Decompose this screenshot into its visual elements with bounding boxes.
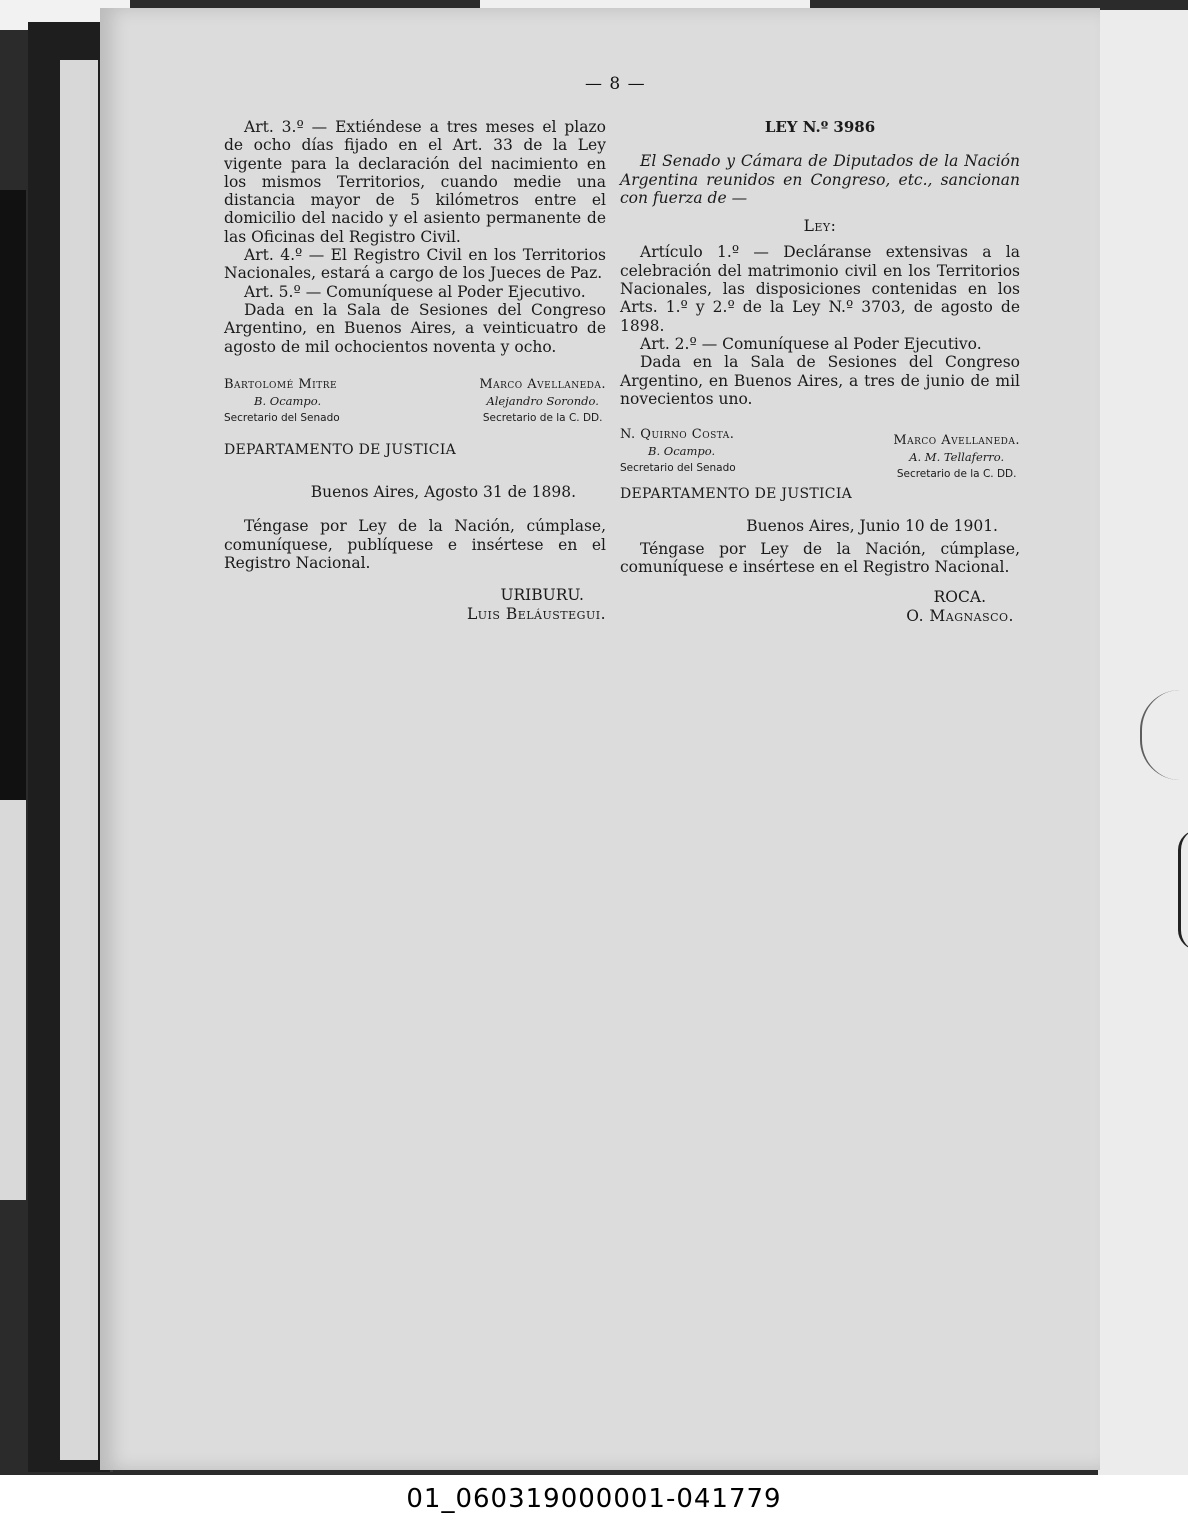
secretary-title: Secretario del Senado	[620, 462, 736, 475]
archive-code: 01_060319000001-041779	[0, 1475, 1188, 1525]
law-preamble: El Senado y Cámara de Diputados de la Nación Argentina reunidos en Congreso, etc., sancionan con fuerza de —	[620, 152, 1020, 207]
department-heading: DEPARTAMENTO DE JUSTICIA	[224, 441, 457, 458]
scan-edge	[0, 800, 26, 1200]
law-heading: Ley:	[803, 217, 837, 236]
secretary-name: A. M. Tellaferro.	[909, 450, 1005, 465]
secretary-title: Secretario de la C. DD.	[896, 468, 1017, 481]
signature-chamber	[893, 432, 1020, 483]
law-title: LEY N.º 3986	[764, 118, 876, 136]
signer-name: Marco Avellaneda.	[893, 433, 1020, 449]
signatures	[224, 376, 606, 427]
signer-name: Marco Avellaneda.	[479, 376, 606, 392]
handwriting-mark	[1178, 830, 1188, 950]
decree-text: Téngase por Ley de la Nación, cúmplase, comuníquese e insértese en el Registro Nacional.	[620, 539, 1020, 577]
department-heading: DEPARTAMENTO DE JUSTICIA	[620, 486, 853, 503]
enactment-text: Dada en la Sala de Sesiones del Congreso Argentino, en Buenos Aires, a tres de junio de mil novecientos uno.	[620, 353, 1020, 408]
signer-name: Bartolomé Mitre	[224, 376, 338, 392]
article-1: Artículo 1.º — Decláranse extensivas a la celebración del matrimonio civil en los Territorios Nacionales, las disposiciones contenidas en los Arts. 1.º y 2.º de la Ley N.º 3703, de agosto de 1898.	[620, 243, 1020, 335]
signer-name: N. Quirno Costa.	[620, 427, 735, 443]
signature-chamber	[479, 376, 606, 427]
decree-date: Buenos Aires, Agosto 31 de 1898.	[310, 483, 576, 502]
article-4: Art. 4.º — El Registro Civil en los Territorios Nacionales, estará a cargo de los Jueces de Paz.	[224, 246, 606, 283]
article-5: Art. 5.º — Comuníquese al Poder Ejecutivo.	[244, 282, 586, 301]
secretary-name: B. Ocampo.	[648, 444, 716, 459]
enactment-text: Dada en la Sala de Sesiones del Congreso Argentino, en Buenos Aires, a veinticuatro de agosto de mil ochocientos noventa y ocho.	[224, 300, 606, 356]
article-3: Art. 3.º — Extiéndese a tres meses el plazo de ocho días fijado en el Art. 33 de la Ley vigente para la declaración del nacimiento en los mismos Territorios, cuando medie una distancia mayor de 5 kilómetros entre el domicilio del nacido y el asiento permanente de las Oficinas del Registro Civil.	[224, 118, 606, 246]
decree-text: Téngase por Ley de la Nación, cúmplase, comuníquese, publíquese e insértese en el Registro Nacional.	[224, 517, 606, 573]
left-column	[224, 118, 606, 623]
secretary-title: Secretario de la C. DD.	[482, 411, 603, 424]
page-number: — 8 —	[585, 74, 646, 94]
minister-signature: O. Magnasco.	[906, 606, 1014, 625]
president-signature: ROCA.	[933, 588, 986, 607]
secretary-name: Alejandro Sorondo.	[486, 393, 599, 408]
decree-date: Buenos Aires, Junio 10 de 1901.	[746, 517, 998, 536]
signature-senate	[224, 376, 340, 427]
signatures	[620, 426, 1020, 483]
president-signature: URIBURU.	[500, 586, 584, 605]
secretary-title: Secretario del Senado	[224, 411, 340, 424]
scan-edge	[0, 190, 26, 810]
signature-senate	[620, 426, 736, 483]
document-page	[100, 8, 1100, 1470]
minister-signature: Luis Beláustegui.	[466, 604, 606, 623]
right-column	[620, 118, 1020, 625]
book-cover-edge	[60, 60, 98, 1460]
article-2: Art. 2.º — Comuníquese al Poder Ejecutivo.	[640, 334, 982, 353]
secretary-name: B. Ocampo.	[254, 393, 322, 408]
